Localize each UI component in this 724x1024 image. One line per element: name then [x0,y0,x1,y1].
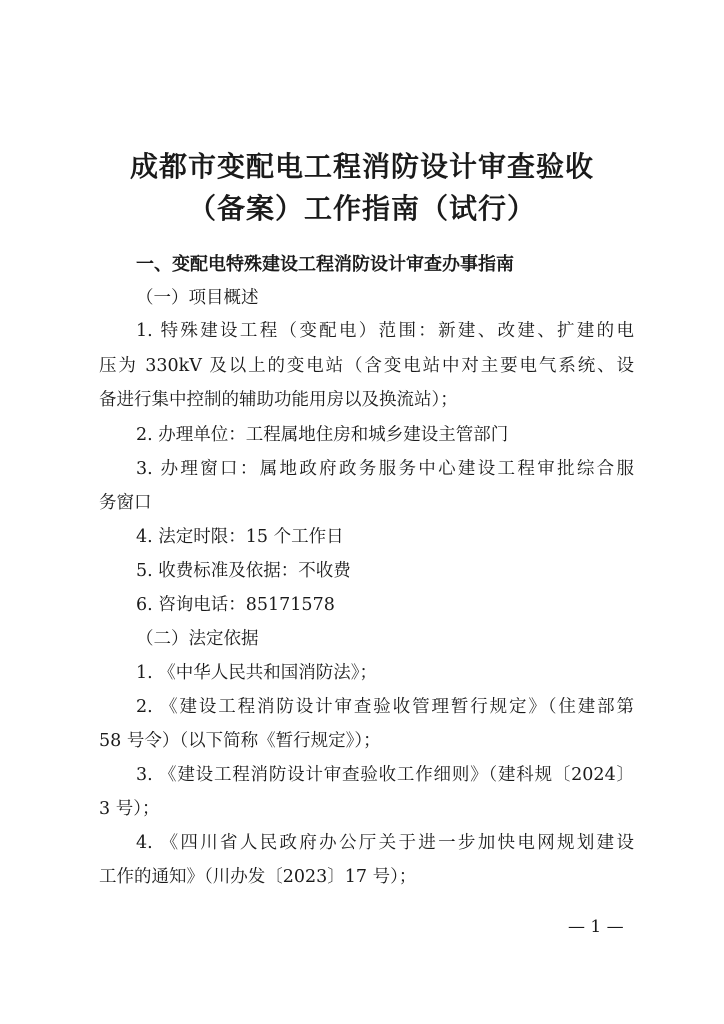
basis-item-4-line-1: 4. 《四川省人民政府办公厅关于进一步加快电网规划建设 [136,833,634,853]
subsection-1-heading: （一）项目概述 [136,288,259,308]
item-6: 6. 咨询电话：85171578 [136,595,335,615]
item-5: 5. 收费标准及依据：不收费 [136,561,351,581]
subsection-2-heading: （二）法定依据 [136,629,259,649]
item-1-line-2: 压为 330kV 及以上的变电站（含变电站中对主要电气系统、设 [99,356,634,376]
item-3-line-1: 3. 办理窗口：属地政府政务服务中心建设工程审批综合服 [136,459,634,479]
basis-item-1: 1. 《中华人民共和国消防法》； [136,663,378,683]
section-1-heading: 一、变配电特殊建设工程消防设计审查办事指南 [136,254,514,275]
item-1-line-3: 备进行集中控制的辅助功能用房以及换流站）； [99,390,458,410]
document-title-line-1: 成都市变配电工程消防设计审查验收 [129,150,594,183]
item-2: 2. 办理单位：工程属地住房和城乡建设主管部门 [136,425,509,445]
basis-item-3-line-1: 3. 《建设工程消防设计审查验收工作细则》（建科规〔2024〕 [136,765,634,785]
page-number: — 1 — [568,917,624,937]
basis-item-4-line-2: 工作的通知》（川办发〔2023〕17 号）； [99,867,417,887]
basis-item-3-line-2: 3 号）； [99,799,160,819]
basis-item-2-line-1: 2. 《建设工程消防设计审查验收管理暂行规定》（住建部第 [136,697,634,717]
document-title-line-2: （备案）工作指南（试行） [187,192,536,225]
item-3-line-2: 务窗口 [99,493,152,513]
basis-item-2-line-2: 58 号令）（以下简称《暂行规定》）； [99,731,381,751]
item-1-line-1: 1. 特殊建设工程（变配电）范围：新建、改建、扩建的电 [136,321,634,341]
item-4: 4. 法定时限：15 个工作日 [136,527,344,547]
